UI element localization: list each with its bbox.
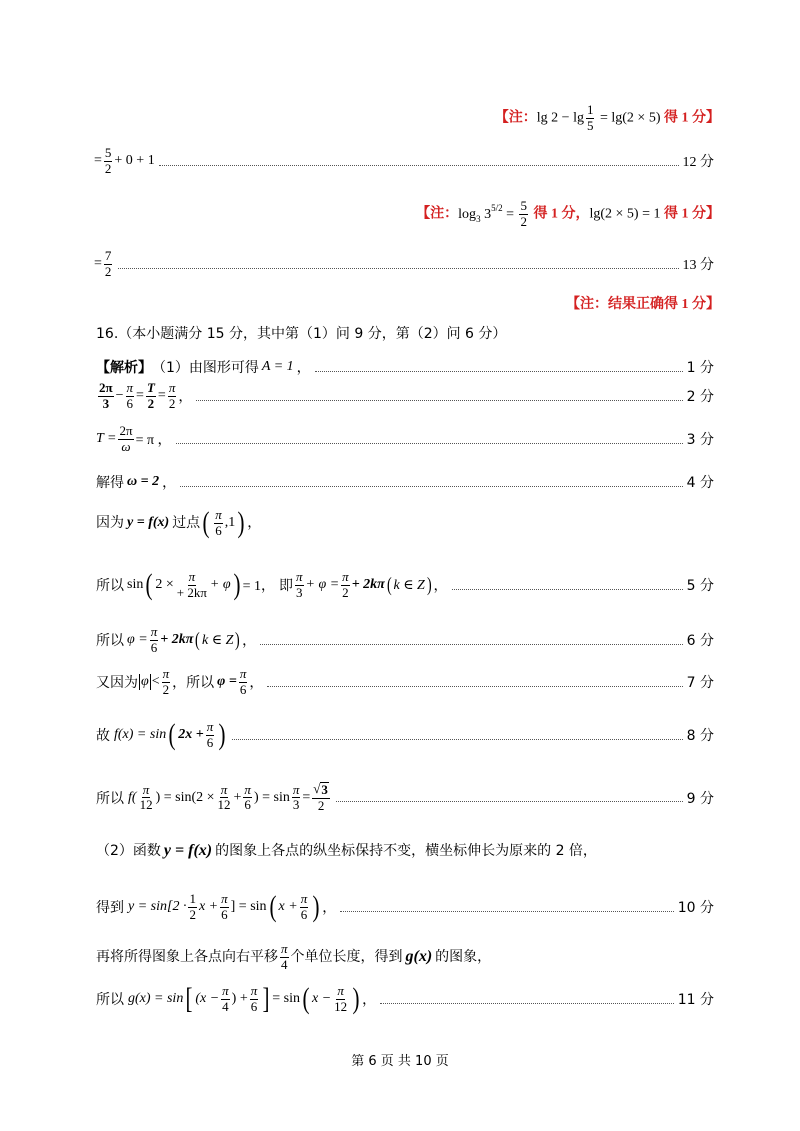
minus-sign: − [115, 388, 124, 404]
fraction: $\frac{\pi}{12}$ [139, 781, 153, 813]
note-math: lg(2 × 5) = 1 [589, 206, 661, 222]
punct: ， [162, 475, 177, 491]
fraction: $\frac{1}{2}$ [189, 891, 196, 922]
page-footer: 第 6 页 共 10 页 [351, 1054, 449, 1069]
dot-leader [452, 589, 683, 590]
left-paren: ( [386, 574, 392, 597]
fraction: $\frac{5}{2}$ [104, 145, 112, 176]
step-math: k ∈ Z [202, 632, 234, 648]
question-16-title: 16.（本小题满分 15 分，其中第（1）问 9 分，第（2）问 6 分） [96, 326, 507, 342]
step-text: 因为 [96, 515, 124, 532]
fraction: $\frac{\pi}{3}$ [292, 781, 300, 813]
solution-step-2 [96, 381, 714, 412]
punct: ， [178, 389, 193, 406]
fraction: $\frac{\pi}{6}$ [206, 719, 214, 750]
score-label: 10 分 [677, 900, 714, 917]
dot-leader [336, 801, 683, 802]
step-math: 2 × [155, 577, 174, 593]
left-bracket: [ [185, 982, 193, 1016]
fraction: $\frac{\pi}{+ 2k\pi}$ [176, 569, 207, 600]
dot-leader [315, 371, 683, 372]
equals-sign: = [94, 256, 102, 272]
step-math: φ = [217, 674, 237, 690]
grading-note-3: 【注：结果正确得 1 分】 [566, 297, 720, 312]
score-label: 9 分 [686, 790, 714, 807]
score-label: 3 分 [686, 432, 714, 449]
step-text: 个单位长度，得到 [290, 949, 403, 966]
dot-leader [159, 165, 679, 166]
score-label: 5 分 [686, 578, 714, 595]
step-math: + φ = [305, 577, 340, 593]
step-math: = [302, 789, 311, 805]
step-text: 所以 [96, 992, 124, 1009]
fraction: $\frac{1}{5}$ [586, 102, 594, 133]
left-paren: ( [269, 890, 277, 924]
note-text: 得 1 分， [529, 206, 590, 222]
equals-sign: = [136, 388, 144, 404]
punct: ， [322, 900, 337, 917]
dot-leader [196, 400, 682, 401]
solution-step-13 [94, 249, 714, 280]
score-label: 11 分 [677, 992, 714, 1009]
right-paren: ) [218, 718, 226, 752]
left-paren: ( [145, 568, 153, 602]
solution-step-11 [96, 984, 714, 1015]
step-text: 所以 [96, 578, 124, 595]
step-math: y = sin[2 · [128, 899, 187, 915]
step-math: + 2kπ [351, 577, 385, 593]
score-label: 2 分 [686, 389, 714, 406]
fraction: √ 3 2 [313, 781, 328, 813]
solution-step-7 [96, 667, 714, 698]
fraction: $\frac{\pi}{4}$ [281, 941, 288, 972]
score-label: 1 分 [686, 360, 714, 376]
right-paren: ) [312, 890, 320, 924]
solution-step-point [96, 508, 261, 539]
score-label: 6 分 [686, 633, 714, 650]
score-label: 7 分 [686, 675, 714, 692]
step-math: φ = [127, 632, 148, 648]
step-math: y = f(x) [163, 842, 213, 859]
step-math: x + [198, 899, 219, 915]
solution-step-9 [96, 782, 714, 814]
score-label: 4 分 [686, 475, 714, 491]
step-math: φ [141, 674, 149, 690]
fraction: $\frac{\pi}{6}$ [239, 666, 247, 697]
dot-leader [176, 443, 683, 444]
fraction: $\frac{2\pi}{\omega}$ [119, 423, 133, 454]
score-label: 12 分 [682, 155, 714, 171]
step-math: = sin [272, 991, 300, 1007]
step-text: 故 [96, 728, 110, 745]
step-math: ) = sin [253, 789, 290, 805]
step-math: (x − [195, 991, 220, 1007]
part-2-intro [96, 843, 597, 859]
solution-step-shift [96, 942, 491, 973]
note-math: lg 2 − lg [536, 110, 584, 126]
note-prefix: 【注： [416, 206, 459, 222]
step-text: 解得 [96, 475, 124, 491]
fraction: $\frac{\pi}{2}$ [342, 569, 349, 600]
dot-leader [267, 686, 682, 687]
note-math: $\log_3 3^{5/2}$ = [458, 202, 518, 224]
punct: ， [242, 633, 257, 650]
solution-step-6 [96, 625, 714, 656]
step-math: g(x) [405, 948, 433, 966]
fraction: $\frac{2\pi}{3}$ [99, 380, 113, 411]
fraction: $\frac{T}{2}$ [146, 380, 155, 411]
step-math: = 1， [242, 579, 276, 595]
fraction: $\frac{\pi}{6}$ [221, 891, 228, 922]
grading-note-1 [495, 103, 720, 134]
solution-step-10 [96, 892, 714, 923]
right-paren: ) [426, 574, 432, 597]
right-bracket: ] [262, 982, 270, 1016]
step-math: + 0 + 1 [114, 153, 155, 169]
fraction: $\frac{\pi}{12}$ [334, 983, 348, 1014]
left-paren: ( [168, 718, 176, 752]
right-paren: ) [235, 629, 241, 652]
step-math: < [151, 674, 160, 690]
right-paren: ) [352, 982, 360, 1016]
step-text: （2）函数 [96, 843, 161, 859]
punct: ， [296, 360, 311, 376]
note-prefix: 【注： [494, 110, 537, 126]
step-text: ，所以 [172, 675, 215, 692]
abs-bar [139, 674, 140, 690]
step-math: f(x) = sin [114, 727, 167, 743]
step-math: 2x + [178, 727, 204, 743]
fraction: $\frac{\pi}{12}$ [217, 781, 231, 813]
dot-leader [260, 644, 683, 645]
equals-sign: = [157, 388, 166, 404]
grading-note-2 [416, 199, 720, 230]
step-math: k ∈ Z [393, 577, 425, 593]
step-math: x − [311, 991, 332, 1007]
punct: ， [433, 578, 448, 595]
step-math: ] = sin [230, 899, 267, 915]
fraction: $\frac{\pi}{6}$ [126, 380, 134, 411]
step-math: f( [128, 789, 137, 805]
step-math: ) + [231, 991, 248, 1007]
step-math: + φ [209, 577, 231, 593]
note-suffix: 得 1 分】 [660, 206, 720, 222]
step-math: g(x) = sin [128, 991, 184, 1007]
dot-leader [340, 911, 674, 912]
punct: ， [362, 992, 377, 1009]
step-text: （1）由图形可得 [152, 360, 259, 376]
dot-leader [118, 268, 678, 269]
fraction: $\frac{\pi}{6}$ [250, 983, 258, 1014]
fraction: $\frac{\pi}{6}$ [215, 507, 222, 538]
step-math: + 2kπ [160, 632, 194, 648]
score-label: 13 分 [682, 258, 714, 274]
solution-step-5 [96, 570, 714, 601]
step-text: 所以 [96, 633, 124, 650]
step-text: 得到 [96, 900, 124, 917]
step-math: y = f(x) [127, 515, 170, 531]
step-math: ,1 [224, 515, 236, 531]
solution-step-12 [94, 146, 714, 177]
step-math: + [233, 789, 242, 805]
solution-step-3 [96, 424, 714, 455]
fraction: $\frac{\pi}{6}$ [300, 891, 308, 922]
left-paren: ( [195, 629, 201, 652]
step-math: ω = 2 [127, 474, 160, 489]
left-paren: ( [302, 982, 310, 1016]
dot-leader [380, 1003, 674, 1004]
step-text: 再将所得图象上各点向右平移 [96, 949, 278, 966]
step-text: 即 [279, 578, 294, 595]
note-math: = lg(2 × 5) [596, 110, 661, 126]
step-math: sin [127, 577, 144, 593]
score-label: 8 分 [686, 728, 714, 745]
dot-leader [232, 739, 682, 740]
equals-sign: = [94, 153, 102, 169]
step-math: ) = sin(2 × [155, 789, 215, 805]
analysis-tag: 【解析】 [96, 360, 152, 376]
fraction: $\frac{5}{2}$ [520, 198, 527, 229]
step-text: 的图象上各点的纵坐标保持不变，横坐标伸长为原来的 2 倍， [215, 843, 597, 859]
right-paren: ) [237, 506, 245, 540]
fraction: $\frac{\pi}{2}$ [168, 380, 176, 411]
step-text: 的图象， [435, 949, 492, 966]
step-math: T = [96, 431, 117, 447]
step-math: x + [278, 899, 298, 915]
step-text: 又因为 [96, 675, 138, 692]
abs-bar [150, 674, 151, 690]
fraction: $\frac{\pi}{3}$ [296, 569, 303, 600]
fraction: $\frac{\pi}{2}$ [162, 666, 170, 697]
solution-step-4 [96, 472, 714, 492]
solution-step-8 [96, 720, 714, 751]
note-suffix: 得 1 分】 [660, 110, 720, 126]
step-math: = π ， [135, 433, 172, 449]
step-text: 过点 [172, 515, 201, 532]
step-math: A = 1 [261, 359, 294, 374]
punct: ， [247, 515, 262, 532]
fraction: $\frac{\pi}{6}$ [244, 781, 251, 813]
fraction: $\frac{7}{2}$ [104, 248, 112, 279]
left-paren: ( [202, 506, 210, 540]
punct: ， [249, 675, 264, 692]
dot-leader [180, 486, 683, 487]
step-text: 所以 [96, 790, 124, 807]
solution-step-1 [96, 357, 714, 377]
fraction: $\frac{\pi}{4}$ [222, 983, 229, 1014]
fraction: $\frac{\pi}{6}$ [150, 624, 158, 655]
right-paren: ) [233, 568, 241, 602]
